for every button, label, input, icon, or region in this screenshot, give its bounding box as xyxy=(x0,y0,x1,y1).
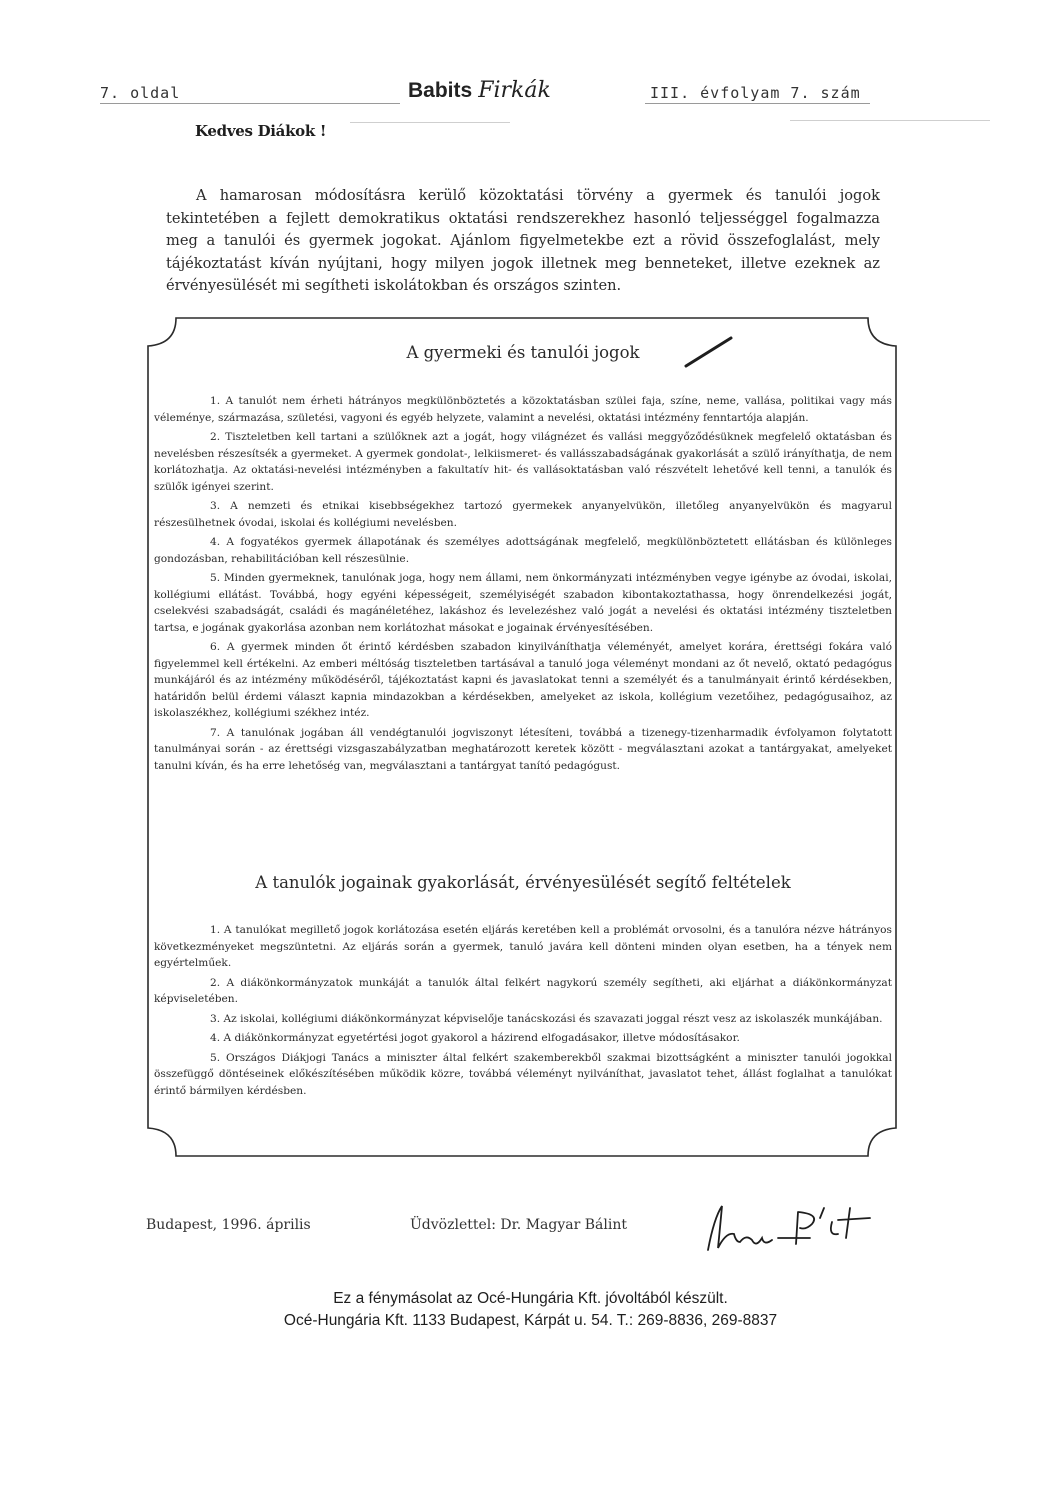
newspaper-title-main: Babits xyxy=(408,79,473,102)
list-item: 5. Országos Diákjogi Tanács a miniszter által felkért szakemberekből szakmai bizottságként a miniszter tanulói jogokkal összefüggő döntéseinek előkészítésében működik közre, továbbá véleményt nyilváníthat, javaslatot tehet, állást foglalhat a tanulókat érintő bármilyen kérdésben. xyxy=(154,1051,892,1097)
list-item: 6. A gyermek minden őt érintő kérdésben szabadon kinyilváníthatja véleményét, amelyet korára, érettségi fokára való figyelemmel kell értékelni. Az emberi méltóság tiszteletben tartásával a tanuló joga véleményt mondani az őt nevelő, oktató pedagógus munkájáról és az intézmény működéséről, tájékoztatást kapni és javaslatokat tenni a személyét és a tanulmányait érintő kérdésekben, határidőn belül érdemi választ kapnia mindazokban a kérdésekben, amelyeket az iskola, kollégium vezetőihez, pedagógusaihoz, az iskolaszékhez, kollégiumi székhez intéz. xyxy=(154,641,892,719)
handwritten-signature xyxy=(700,1198,890,1258)
list-item: 3. A nemzeti és etnikai kisebbségekhez tartozó gyermekek anyanyelvükön, illetőleg anyanyelvükön és magyarul részesülhetnek óvodai, iskolai és kollégiumi nevelésben. xyxy=(154,500,892,529)
header-rule-left xyxy=(100,103,400,104)
list-item: 2. Tiszteletben kell tartani a szülőknek azt a jogát, hogy világnézet és vallási meggyőződésüknek megfelelő oktatásban és nevelésben részesítsék a gyermeket. A gyermek gondolat-, lelkiismeret- és vallásszabadságának gyakorlását a szülő irányíthatja, de nem korlátozhatja. Az oktatási-nevelési intézményben a fakultatív hit- és vallásoktatásban való részvételt lehetővé kell tenni, a tanulók és szülők igényei szerint. xyxy=(154,431,892,493)
page-number: 7. oldal xyxy=(100,84,181,102)
list-item: 5. Minden gyermeknek, tanulónak joga, hogy nem állami, nem önkormányzati intézményben vegye igénybe az óvodai, iskolai, kollégiumi ellátást. Továbbá, hogy egyéni képességeit, személyiségét szabadon kibontakoztathassa, hogy önrendelkezési jogát, cselekvési szabadságát, családi és magánéletéhez, lakáshoz és levelezéshez való jogát a nevelési és oktatási intézmény tiszteletben tartsa, e jogának gyakorlása azonban nem korlátozhat másokat e jogainak érvényesítésében. xyxy=(154,572,892,634)
footer-contact: Océ-Hungária Kft. 1133 Budapest, Kárpát u. 54. T.: 269-8836, 269-8837 xyxy=(283,1312,778,1329)
list-item: 1. A tanulókat megillető jogok korlátozása esetén eljárás keretében kell a problémát orvosolni, és a tanulóra nézve hátrányos következményeket megszüntetni. Az eljárás során a gyermek, tanuló javára kell dönteni minden olyan esetben, ha a tények nem egyértelműek. xyxy=(154,924,892,969)
section-title-conditions: A tanulók jogainak gyakorlását, érvényesülését segítő feltételek xyxy=(255,873,791,892)
greeting: Kedves Diákok ! xyxy=(195,122,327,140)
header-rule-right xyxy=(645,103,870,104)
rights-list xyxy=(154,393,892,777)
section-title-rights: A gyermeki és tanulói jogok xyxy=(406,343,640,362)
list-item: 3. Az iskolai, kollégiumi diákönkormányzat képviselője tanácskozási és szavazati joggal részt vesz az iskolaszék munkájában. xyxy=(210,1012,883,1025)
list-item: 4. A diákönkormányzat egyetértési jogot gyakorol a házirend elfogadásakor, illetve módosításakor. xyxy=(210,1032,740,1044)
list-item: 4. A fogyatékos gyermek állapotának és személyes adottságának megfelelő, megkülönböztetett ellátásban és különleges gondozásban, rehabilitációban kell részesülnie. xyxy=(154,536,892,565)
faint-rule xyxy=(350,122,510,123)
list-item: 1. A tanulót nem érheti hátrányos megkülönböztetés a közoktatásban szülei faja, színe, neme, vallása, politikai vagy más véleménye, származása, születési, vagyoni és egyéb helyzete, valamint a nevelési, oktatási intézmény fenntartója alapján. xyxy=(154,395,892,424)
newspaper-title xyxy=(408,78,551,103)
intro-paragraph: A hamarosan módosításra kerülő közoktatási törvény a gyermek és tanulói jogok tekintetében a fejlett demokratikus oktatási rendszerekhez hasonló teljességgel fogalmazza meg a tanulói és gyermek jogokat. Ajánlom figyelmetekbe ezt a rövid összefoglalást, mely tájékoztatást kíván nyújtani, hogy milyen jogok illetnek meg benneteket, illetve ezeknek az érvényesülését mi segítheti iskolátokban és országos szinten. xyxy=(166,187,880,294)
list-item: 7. A tanulónak jogában áll vendégtanulói jogviszonyt létesíteni, továbbá a tizenegy-tizenharmadik évfolyamon folytatott tanulmányai során - az érettségi vizsgaszabályzatban meghatározott keretek között - megválasztani azokat a tantárgyakat, amelyeket tanulni kíván, és ha erre lehetőség van, megválasztani a tantárgyat tanító pedagógust. xyxy=(154,726,892,772)
faint-rule-right xyxy=(790,120,990,121)
footer-copy-note: Ez a fénymásolat az Océ-Hungária Kft. jóvoltából készült. xyxy=(333,1290,728,1307)
issue-number: III. évfolyam 7. szám xyxy=(650,84,861,102)
place-date: Budapest, 1996. április xyxy=(146,1217,311,1233)
conditions-list xyxy=(154,922,892,1102)
newspaper-title-script: Firkák xyxy=(478,78,551,103)
regards-line: Üdvözlettel: Dr. Magyar Bálint xyxy=(410,1217,627,1233)
list-item: 2. A diákönkormányzatok munkáját a tanulók által felkért nagykorú személy segítheti, aki eljárhat a diákönkormányzat képviseletében. xyxy=(154,976,892,1005)
